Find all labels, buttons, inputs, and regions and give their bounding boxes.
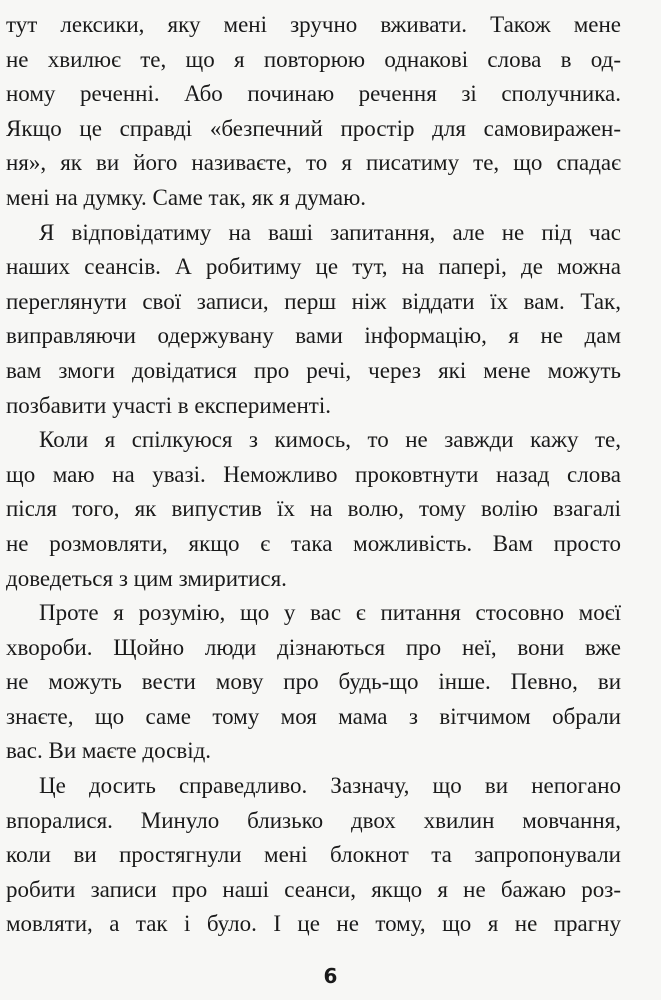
text-line: тут лексики, яку мені зручно вживати. Також мене [6,12,621,37]
text-line: переглянути свої записи, перш ніж віддати їх вам. Так, [6,288,621,314]
text-line: ному реченні. Або починаю речення зі сполучника. [6,81,621,107]
text-line: впоралися. Минуло близько двох хвилин мовчання, [6,807,621,833]
text-line: позбавити участі в експерименті. [6,392,331,418]
text-line: мовляти, а так і було. І це не тому, що я не прагну [6,911,621,937]
page-body-text [6,8,621,942]
text-line: мені на думку. Саме так, як я думаю. [6,184,367,210]
text-line: що маю на увазі. Неможливо проковтнути назад слова [6,461,621,487]
text-line: Якщо це справді «безпечний простір для самовиражен- [6,115,621,141]
text-line: ня», як ви його називаєте, то я писатиму те, що спадає [6,150,621,176]
text-line: не можуть вести мову про будь-що інше. Певно, ви [6,669,621,695]
text-line: хвороби. Щойно люди дізнаються про неї, вони вже [6,634,621,660]
text-line: доведеться з цим змиритися. [6,565,287,591]
text-line: вас. Ви маєте досвід. [6,738,212,764]
text-line: Проте я розумію, що у вас є питання стосовно моєї [39,600,621,626]
page-number: 6 [323,964,338,988]
text-line: не хвилює те, що я повторюю однакові слова в од- [6,46,621,72]
text-line: виправляючи одержувану вами інформацію, я не дам [6,323,621,349]
text-line: знаєте, що саме тому моя мама з вітчимом обрали [6,703,621,729]
text-line: коли ви простягнули мені блокнот та запропонували [6,842,621,868]
text-line: не розмовляти, якщо є така можливість. Вам просто [6,530,621,556]
text-line: робити записи про наші сеанси, якщо я не бажаю роз- [6,876,621,902]
text-line: після того, як випустив їх на волю, тому волію взагалі [6,496,621,522]
text-line: наших сеансів. А робитиму це тут, на папері, де можна [6,254,621,280]
text-line: Це досить справедливо. Зазначу, що ви непогано [39,773,621,799]
text-line: Коли я спілкуюся з кимось, то не завжди кажу те, [39,427,621,453]
text-line: вам змоги довідатися про речі, через які мене можуть [6,357,621,383]
text-line: Я відповідатиму на ваші запитання, але не під час [39,219,621,245]
